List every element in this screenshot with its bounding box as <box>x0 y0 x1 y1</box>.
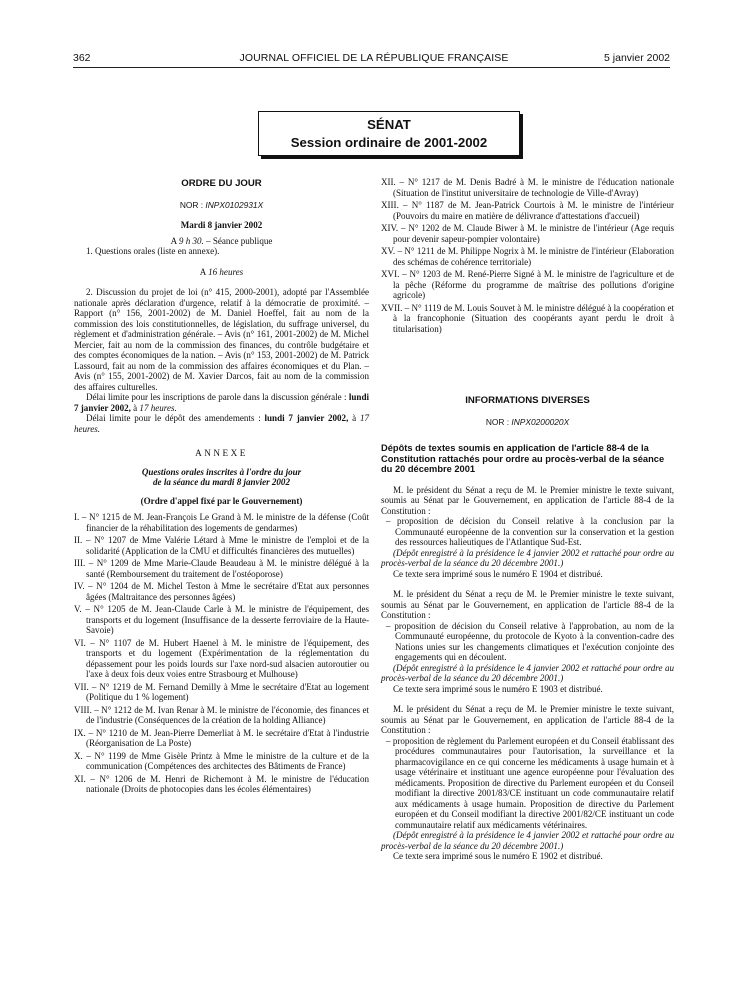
senat-title-box <box>258 111 520 156</box>
question-item: XII. – N° 1217 de M. Denis Badré à M. le ministre de l'éducation nationale (Situation de l'institut universitaire de technologie de Ville-d'Avray) <box>381 177 674 198</box>
informations-diverses-title: INFORMATIONS DIVERSES <box>465 395 590 406</box>
question-item: III. – N° 1209 de Mme Marie-Claude Beaudeau à M. le ministre délégué à la santé (Remboursement du traitement de l'ostéoporose) <box>74 558 369 579</box>
question-item: XIII. – N° 1187 de M. Jean-Patrick Courtois à M. le ministre de l'intérieur (Pouvoirs du maire en matière de délivrance d'attestations d'accueil) <box>381 200 674 221</box>
depot-block <box>381 704 674 862</box>
depot-block <box>381 589 674 694</box>
left-column <box>74 177 369 797</box>
depot-intro: M. le président du Sénat a reçu de M. le Premier ministre le texte suivant, soumis au Sénat par le Gouvernement, en application de l'article 88-4 de la Constitution : <box>381 704 674 735</box>
depot-block <box>381 485 674 580</box>
journal-title: JOURNAL OFFICIEL DE LA RÉPUBLIQUE FRANÇAISE <box>239 52 509 64</box>
depot-printed: Ce texte sera imprimé sous le numéro E 1902 et distribué. <box>393 851 603 861</box>
question-item: X. – N° 1199 de Mme Gisèle Printz à Mme le ministre de la culture et de la communication (Compétences des architectes des Bâtiments de France) <box>74 750 369 771</box>
question-item: I. – N° 1215 de M. Jean-François Le Grand à M. le ministre de la défense (Coût financier de la réhabilitation des logements de gendarmes) <box>74 512 369 533</box>
question-item: XV. – N° 1211 de M. Philippe Nogrix à M. le ministre de l'intérieur (Elaboration des schémas de cohérence territoriale) <box>381 246 674 267</box>
question-item: II. – N° 1207 de Mme Valérie Létard à Mme le ministre de l'emploi et de la solidarité (Application de la CMU et difficultés financières des mutuelles) <box>74 535 369 556</box>
question-item: XIV. – N° 1202 de M. Claude Biwer à M. le ministre de l'intérieur (Age requis pour devenir sapeur-pompier volontaire) <box>381 223 674 244</box>
delai-amendements: Délai limite pour le dépôt des amendements : lundi 7 janvier 2002, à 17 heures. <box>74 413 369 434</box>
ordre-appel-title: (Ordre d'appel fixé par le Gouvernement) <box>140 495 303 506</box>
depot-printed: Ce texte sera imprimé sous le numéro E 1903 et distribué. <box>393 683 603 694</box>
questions-title: Questions orales inscrites à l'ordre du jour de la séance du mardi 8 janvier 2002 <box>141 466 302 487</box>
agenda-item-1: 1. Questions orales (liste en annexe). <box>86 246 220 256</box>
question-item: V. – N° 1205 de M. Jean-Claude Carle à M. le ministre de l'équipement, des transports et du logement (Insuffisance de la desserte ferroviaire de la Haute-Savoie) <box>74 604 369 635</box>
nor-reference: NOR : INPX0102931X <box>179 199 264 210</box>
question-item: VIII. – N° 1212 de M. Ivan Renar à M. le ministre de l'économie, des finances et de l'industrie (Conséquences de la création de la holding Alliance) <box>74 704 369 725</box>
question-item: XVII. – N° 1119 de M. Louis Souvet à M. le ministre délégué à la coopération et à la francophonie (Situation des coopérants ayant perdu le droit à titularisation) <box>381 302 674 334</box>
question-item: VI. – N° 1107 de M. Hubert Haenel à M. le ministre de l'équipement, des transports et du logement (Expérimentation de la réglementation du dépassement pour les poids lourds sur l'axe nord-sud alsacien autoroutier ou l'axe à deux fois deux voies entre Strasbourg et Mulhouse) <box>74 637 369 679</box>
depots-title: Dépôts de textes soumis en application de l'article 88-4 de la Constitution rattachés pour ordre au procès-verbal de la séance du 20 décembre 2001 <box>381 443 665 474</box>
delai-inscriptions: Délai limite pour les inscriptions de parole dans la discussion générale : lundi 7 janvier 2002, à 17 heures. <box>74 392 369 413</box>
depot-intro: M. le président du Sénat a reçu de M. le Premier ministre le texte suivant, soumis au Sénat par le Gouvernement, en application de l'article 88-4 de la Constitution : <box>381 589 674 620</box>
nor-code: INPX0200020X <box>511 416 570 427</box>
question-item: IX. – N° 1210 de M. Jean-Pierre Demerliat à M. le secrétaire d'Etat à l'industrie (Réorganisation de La Poste) <box>74 727 369 748</box>
depot-item: – proposition de décision du Conseil relative à la conclusion par la Communauté européenne de la convention sur la conservation et la gestion des ressources halieutiques de l'Atlantique Sud-Est. <box>386 516 674 547</box>
ordre-du-jour-title: ORDRE DU JOUR <box>181 178 262 189</box>
page-number: 362 <box>73 52 91 64</box>
senat-title: SÉNAT <box>367 117 411 132</box>
question-item: VII. – N° 1219 de M. Fernand Demilly à Mme le secrétaire d'Etat au logement (Politique du 1 % logement) <box>74 681 369 702</box>
nor-code: INPX0102931X <box>205 199 264 210</box>
depot-note: (Dépôt enregistré à la présidence le 4 janvier 2002 et rattaché pour ordre au procès-verbal de la séance du 20 décembre 2001.) <box>381 662 674 683</box>
depot-item: – proposition de décision du Conseil relative à l'approbation, au nom de la Communauté européenne, du protocole de Kyoto à la convention-cadre des Nations unies sur les changements climatiques et l'exécution conjointe des engagements qui en découlent. <box>386 620 674 662</box>
right-column <box>381 177 674 862</box>
depot-intro: M. le président du Sénat a reçu de M. le Premier ministre le texte suivant, soumis au Sénat par le Gouvernement, en application de l'article 88-4 de la Constitution : <box>381 484 674 516</box>
question-item: IV. – N° 1204 de M. Michel Teston à Mme le secrétaire d'Etat aux personnes âgées (Maltraitance des personnes âgées) <box>74 581 369 602</box>
depot-note: (Dépôt enregistré à la présidence le 4 janvier 2002 et rattaché pour ordre au procès-verbal de la séance du 20 décembre 2001.) <box>381 547 674 568</box>
time-slot-morning: A 9 h 30. – Séance publique <box>170 235 273 246</box>
session-title: Session ordinaire de 2001-2002 <box>290 135 488 150</box>
depot-printed: Ce texte sera imprimé sous le numéro E 1904 et distribué. <box>393 568 603 579</box>
agenda-item-2: 2. Discussion du projet de loi (n° 415, 2000-2001), adopté par l'Assemblée nationale après déclaration d'urgence, relatif à la démocratie de proximité. – Rapport (n° 156, 2001-2002) de M. Daniel Hoeffel, fait au nom de la commission des lois constitutionnelles, de législation, du suffrage universel, du règlement et d'administration générale. – Avis (n° 161, 2001-2002) de M. Michel Mercier, fait au nom de la commission des finances, du contrôle budgétaire et des comptes économiques de la nation. – Avis (n° 153, 2001-2002) de M. Patrick Lassourd, fait au nom de la commission des affaires économiques et du Plan. – Avis (n° 155, 2001-2002) de M. Xavier Darcos, fait au nom de la commission des affaires culturelles. <box>74 287 369 392</box>
nor-reference: NOR : INPX0200020X <box>485 416 570 427</box>
depot-note: (Dépôt enregistré à la présidence le 4 janvier 2002 et rattaché pour ordre au procès-verbal de la séance du 20 décembre 2001.) <box>381 830 674 851</box>
annexe-title: ANNEXE <box>195 448 248 458</box>
depot-item: – proposition de règlement du Parlement européen et du Conseil établissant des procédures communautaires pour l'autorisation, la surveillance et la pharmacovigilance en ce qui concerne les médicaments à usage humain et à usage vétérinaire et instituant une agence européenne pour l'évaluation des médicaments. Proposition de directive du Parlement européen et du Conseil modifiant la directive 2001/83/CE instituant un code communautaire relatif aux médicaments à usage humain. Proposition de directive du Parlement européen et du Conseil modifiant la directive 2001/82/CE instituant un code communautaire relatif aux médicaments vétérinaires. <box>386 735 674 830</box>
question-item: XI. – N° 1206 de M. Henri de Richemont à M. le ministre de l'éducation nationale (Droits de photocopies dans les écoles élémentaires) <box>74 773 369 794</box>
header-rule <box>73 67 670 68</box>
session-date: Mardi 8 janvier 2002 <box>180 220 263 230</box>
issue-date: 5 janvier 2002 <box>604 52 670 64</box>
question-item: XVI. – N° 1203 de M. René-Pierre Signé à M. le ministre de l'agriculture et de la pêche (Réforme du programme de maîtrise des pollutions d'origine agricole) <box>381 269 674 300</box>
time-slot-afternoon: A 16 heures <box>199 266 244 277</box>
